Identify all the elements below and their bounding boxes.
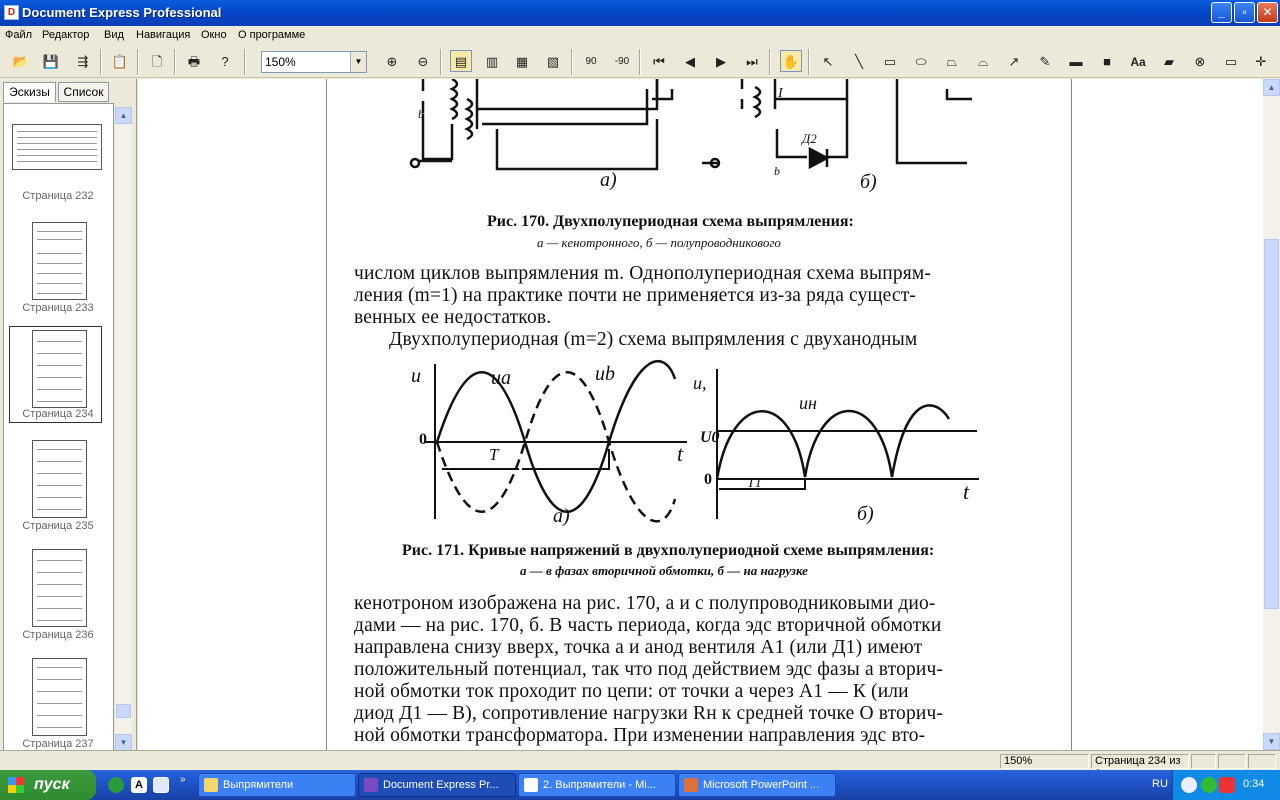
status-zoom: 150% bbox=[1000, 754, 1089, 769]
thumbnail-scrollbar[interactable] bbox=[115, 107, 132, 751]
status-panel bbox=[1218, 754, 1246, 769]
prev-page-icon[interactable]: ◀ bbox=[685, 54, 695, 69]
thumbnail-panel bbox=[0, 79, 137, 750]
scroll-up-icon[interactable]: ▲ bbox=[115, 107, 132, 124]
text-line: венных ее недостатков. bbox=[354, 307, 552, 328]
fig171-caption: Рис. 171. Кривые напряжений в двухполупериодной схеме выпрямления: bbox=[402, 542, 935, 559]
thumbnail-image bbox=[12, 124, 102, 170]
fig171-t-axis-a: t bbox=[677, 441, 684, 466]
fit-page-icon[interactable]: ▤ bbox=[450, 50, 472, 72]
start-button[interactable] bbox=[0, 770, 96, 800]
thumbnail-image bbox=[32, 440, 87, 518]
fig171-u-axis: u bbox=[411, 365, 421, 387]
rotate-cw-label: 90 bbox=[585, 56, 597, 67]
text-line: ной обмотки ток проходит по цепи: от точки а через А1 — К (или bbox=[354, 681, 909, 702]
fig171-t-axis-b: t bbox=[963, 479, 970, 504]
crosshair-icon[interactable]: ✛ bbox=[1255, 54, 1267, 69]
taskbar bbox=[0, 770, 1280, 800]
fig171-zero-a: 0 bbox=[419, 431, 427, 448]
pointer-icon[interactable]: ↖ bbox=[822, 54, 834, 69]
toolbar-separator bbox=[571, 49, 573, 75]
toolbar-separator bbox=[808, 49, 810, 75]
fig171-subcaption: а — в фазах вторичной обмотки, б — на нагрузке bbox=[520, 563, 808, 578]
fig170-b1: b bbox=[418, 107, 424, 121]
thumbnail-page-237[interactable] bbox=[12, 658, 105, 748]
ellipse-tool-icon[interactable]: ⬭ bbox=[915, 54, 927, 69]
tab-list[interactable]: Список bbox=[58, 82, 109, 102]
fig170-d2-label: Д2 bbox=[802, 131, 817, 146]
status-panel bbox=[1248, 754, 1276, 769]
task-folder[interactable] bbox=[198, 773, 356, 797]
help-icon[interactable]: ? bbox=[221, 54, 229, 69]
arrow-tool-icon[interactable]: ↗ bbox=[1008, 54, 1020, 69]
freeform-tool-icon[interactable]: ⌓ bbox=[977, 54, 989, 69]
language-indicator[interactable]: RU bbox=[1152, 778, 1168, 790]
thumbnail-label: Страница 236 bbox=[22, 629, 94, 641]
close-button[interactable]: ✕ bbox=[1257, 2, 1278, 23]
task-word[interactable] bbox=[518, 773, 676, 797]
text-line: направлена снизу вверх, точка а и анод вентиля А1 (или Д1) имеют bbox=[354, 637, 923, 658]
tray-arrow-icon[interactable] bbox=[1181, 777, 1197, 793]
thumbnail-page-234[interactable] bbox=[9, 326, 102, 423]
toolbar-separator bbox=[244, 49, 246, 75]
polygon-tool-icon[interactable]: ⏢ bbox=[946, 54, 958, 69]
text-line: ной обмотки трансформатора. При изменении направления эдс вто- bbox=[354, 725, 926, 746]
maximize-button[interactable]: ▫ bbox=[1234, 2, 1255, 23]
thumbnail-image bbox=[32, 222, 87, 300]
scroll-thumb[interactable] bbox=[116, 704, 131, 718]
scroll-up-icon[interactable]: ▲ bbox=[1263, 79, 1280, 96]
fill-rect-icon[interactable]: ■ bbox=[1103, 54, 1111, 69]
document-page bbox=[326, 79, 1072, 750]
menu-window[interactable]: Окно bbox=[201, 29, 227, 41]
first-page-icon[interactable]: ⏮ bbox=[653, 54, 665, 69]
show-desktop-icon[interactable] bbox=[153, 777, 169, 793]
toolbar-separator bbox=[137, 49, 139, 75]
zoom-in-icon[interactable]: ⊕ bbox=[386, 54, 398, 69]
rotate-cw-icon[interactable] bbox=[580, 51, 602, 73]
chevron-down-icon[interactable]: ▼ bbox=[350, 52, 366, 72]
status-page: Страница 234 из bbox=[1091, 754, 1189, 769]
menu-about[interactable]: О программе bbox=[238, 29, 306, 41]
thumbnail-image bbox=[32, 549, 87, 627]
fit-width-icon[interactable]: ▥ bbox=[485, 54, 499, 69]
app-icon: D bbox=[4, 5, 19, 20]
fig171-T1-label: T1 bbox=[747, 476, 762, 491]
scroll-thumb[interactable] bbox=[1264, 239, 1279, 609]
task-label: Microsoft PowerPoint ... bbox=[703, 779, 820, 791]
scan-icon[interactable]: ⇶ bbox=[77, 54, 89, 69]
thumbnail-label: Страница 232 bbox=[22, 190, 94, 202]
start-label: пуск bbox=[34, 776, 70, 793]
network-icon[interactable] bbox=[1201, 777, 1217, 793]
scroll-down-icon[interactable]: ▼ bbox=[115, 734, 132, 751]
title-bar[interactable] bbox=[0, 0, 1280, 26]
quicklaunch-more-icon[interactable]: » bbox=[180, 774, 186, 785]
messenger-icon[interactable] bbox=[108, 777, 124, 793]
fig171-zero-b: 0 bbox=[704, 471, 712, 488]
paste-icon[interactable]: 📋 bbox=[111, 54, 129, 69]
stamp-tool-icon[interactable]: ⊗ bbox=[1194, 54, 1206, 69]
fig171-u-axis-b: u, bbox=[693, 373, 707, 393]
note-tool-icon[interactable]: ▰ bbox=[1164, 54, 1174, 69]
window-title: Document Express Professional bbox=[22, 5, 222, 20]
fig170-caption: Рис. 170. Двухполупериодная схема выпрямления: bbox=[487, 213, 854, 230]
document-viewer[interactable] bbox=[138, 79, 1263, 750]
text-line: положительный потенциал, так что под действием эдс фазы а вторич- bbox=[354, 659, 944, 680]
fig171-plot bbox=[347, 359, 1027, 524]
text-line: числом циклов выпрямления m. Однополупериодная схема выпрям- bbox=[354, 263, 931, 284]
rotate-ccw-label: -90 bbox=[614, 56, 630, 67]
actual-size-icon[interactable]: ▦ bbox=[515, 54, 529, 69]
thumbnail-list bbox=[3, 103, 114, 751]
rectangle-tool-icon[interactable]: ▭ bbox=[883, 54, 897, 69]
text-line: диод Д1 — В), сопротивление нагрузки Rн к средней точке О вторич- bbox=[354, 703, 944, 724]
zoom-value: 150% bbox=[265, 55, 296, 69]
fig170-schematic bbox=[397, 79, 997, 204]
menu-file[interactable]: Файл bbox=[5, 29, 33, 41]
text-line: дами — на рис. 170, б. В часть периода, когда эдс вторичной обмотки bbox=[354, 615, 942, 636]
text-tool-icon[interactable] bbox=[1127, 51, 1149, 73]
system-tray bbox=[1172, 770, 1280, 800]
thumbnail-image bbox=[32, 658, 87, 736]
menu-view[interactable]: Вид bbox=[104, 29, 124, 41]
antivirus-icon[interactable] bbox=[1219, 777, 1235, 793]
zoom-out-icon[interactable]: ⊖ bbox=[417, 54, 429, 69]
new-page-icon[interactable]: 🗋 bbox=[151, 54, 163, 69]
thumbnail-label: Страница 235 bbox=[22, 520, 94, 532]
print-icon[interactable]: 🖶 bbox=[187, 54, 201, 69]
text-line: кенотроном изображена на рис. 170, а и с полупроводниковыми дио- bbox=[354, 593, 936, 614]
document-scrollbar[interactable] bbox=[1263, 79, 1280, 750]
menu-bar bbox=[0, 26, 1280, 45]
highlighter-icon[interactable]: ▬ bbox=[1069, 54, 1083, 69]
windows-logo-icon bbox=[8, 777, 24, 793]
tab-sketches[interactable]: Эскизы bbox=[3, 82, 56, 102]
task-powerpoint[interactable] bbox=[678, 773, 836, 797]
last-page-icon[interactable]: ⏭ bbox=[746, 54, 758, 69]
thumbnail-label: Страница 233 bbox=[22, 302, 94, 314]
ruler-icon[interactable]: ▭ bbox=[1224, 54, 1238, 69]
fig170-label-a: а) bbox=[600, 169, 617, 191]
text-line: Двухполупериодная (m=2) схема выпрямления с двуханодным bbox=[389, 329, 918, 350]
thumbnail-label: Страница 237 bbox=[22, 738, 94, 750]
fig171-label-b: б) bbox=[857, 503, 874, 525]
fig170-b2: b bbox=[774, 164, 780, 178]
minimize-button[interactable]: _ bbox=[1211, 2, 1232, 23]
toolbar-separator bbox=[174, 49, 176, 75]
clock: 0:34 bbox=[1243, 778, 1265, 790]
pen-tool-icon[interactable]: ✎ bbox=[1039, 54, 1051, 69]
toolbar-separator bbox=[639, 49, 641, 75]
task-document-express[interactable] bbox=[358, 773, 516, 797]
toolbar-separator bbox=[440, 49, 442, 75]
fig171-u0-label: U0 bbox=[700, 429, 720, 446]
text-line: ления (m=1) на практике почти не применяется из-за ряда сущест- bbox=[354, 285, 917, 306]
status-bar bbox=[0, 750, 1280, 770]
task-label: Document Express Pr... bbox=[383, 779, 499, 791]
fig170-label-b: б) bbox=[860, 171, 877, 193]
toolbar-separator bbox=[100, 49, 102, 75]
fig170-i-label: I bbox=[778, 86, 783, 101]
toolbar bbox=[0, 45, 1280, 78]
thumbnail-label: Страница 234 bbox=[22, 408, 94, 420]
app-a-icon[interactable]: A bbox=[131, 777, 147, 793]
text-tool-label: Aa bbox=[1130, 55, 1146, 69]
status-panel bbox=[1191, 754, 1216, 769]
fig171-ub-label: ub bbox=[595, 363, 615, 385]
fig171-label-a: а) bbox=[553, 505, 570, 527]
toolbar-separator bbox=[769, 49, 771, 75]
next-page-icon[interactable]: ▶ bbox=[716, 54, 726, 69]
thumbnail-page-236[interactable] bbox=[12, 549, 105, 644]
thumbnail-page-232[interactable] bbox=[12, 124, 105, 209]
rotate-ccw-icon[interactable] bbox=[611, 51, 633, 73]
task-label: Выпрямители bbox=[223, 779, 294, 791]
open-folder-icon[interactable]: 📂 bbox=[12, 54, 30, 69]
fig171-ua-label: uа bbox=[491, 367, 511, 389]
line-tool-icon[interactable]: ╲ bbox=[855, 54, 863, 69]
hand-tool-icon[interactable]: ✋ bbox=[780, 50, 802, 72]
thumbnail-page-235[interactable] bbox=[12, 440, 105, 535]
fig170-subcaption: а — кенотронного, б — полупроводникового bbox=[537, 235, 781, 250]
zoom-combo[interactable] bbox=[261, 51, 367, 73]
scroll-down-icon[interactable]: ▼ bbox=[1263, 733, 1280, 750]
fig171-T-label: T bbox=[489, 445, 499, 464]
thumbnail-image bbox=[32, 330, 87, 408]
task-label: 2. Выпрямители - Mi... bbox=[543, 779, 656, 791]
save-icon[interactable]: 💾 bbox=[42, 54, 60, 69]
menu-navigation[interactable]: Навигация bbox=[136, 29, 191, 41]
menu-editor[interactable]: Редактор bbox=[42, 29, 90, 41]
thumbnail-page-233[interactable] bbox=[12, 222, 105, 317]
page-view-icon[interactable]: ▧ bbox=[546, 54, 560, 69]
fig171-un-label: uн bbox=[799, 393, 817, 413]
